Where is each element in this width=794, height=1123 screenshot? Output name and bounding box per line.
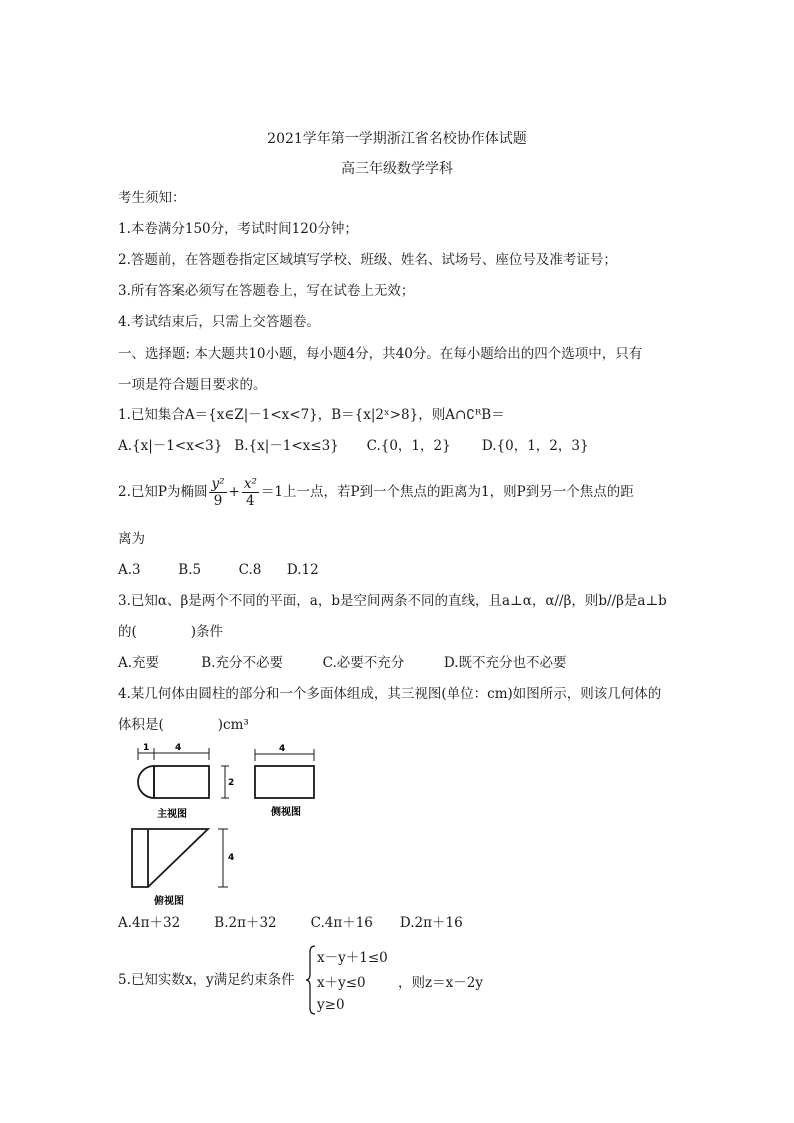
q1-option-a: A.{x|－1<x<3}	[118, 438, 223, 454]
three-view-figure	[118, 740, 338, 910]
front-view-label: 主视图	[157, 809, 187, 820]
q3-options	[118, 654, 567, 672]
q1-stem: 1.已知集合A＝{x∈Z|－1<x<7}，B＝{x|2ˣ>8}，则A∩∁ᴿB＝	[118, 407, 505, 423]
q4-option-d: D.2π＋16	[399, 915, 463, 931]
front-dim-2: 2	[228, 778, 235, 788]
q5-constraint-1: x－y＋1≤0	[317, 950, 388, 966]
q2-option-b: B.5	[178, 562, 202, 578]
q2-stem	[118, 474, 634, 510]
front-dim-4: 4	[175, 743, 182, 753]
q5-stem-post: ，则z＝x－2y	[398, 975, 483, 991]
q4-stem-cont: 体积是( )cm³	[118, 717, 249, 733]
q1-option-c: C.{0，1，2}	[366, 438, 451, 454]
side-view-label: 侧视图	[271, 807, 301, 818]
front-dim-1: 1	[143, 743, 150, 753]
q2-fraction-y-num: y²	[211, 476, 225, 492]
q1-option-d: D.{0，1，2，3}	[481, 438, 589, 454]
q2-fraction-x	[242, 476, 259, 509]
notice-1: 1.本卷满分150分，考试时间120分钟；	[118, 221, 358, 237]
q3-option-c: C.必要不充分	[322, 655, 405, 671]
side-view	[255, 766, 314, 798]
q1-options	[118, 437, 589, 455]
notice-4: 4.考试结束后，只需上交答题卷。	[118, 314, 320, 330]
q4-options	[118, 914, 463, 932]
top-view-label: 俯视图	[154, 896, 184, 907]
q2-stem-cont: 离为	[118, 531, 145, 547]
q3-option-b: B.充分不必要	[201, 655, 284, 671]
q5-constraint-3: y≥0	[317, 997, 345, 1013]
notice-2: 2.答题前，在答题卷指定区域填写学校、班级、姓名、试场号、座位号及准考证号；	[118, 252, 617, 268]
q2-option-c: C.8	[238, 562, 262, 578]
top-dim-4: 4	[228, 853, 235, 863]
q2-options	[118, 561, 319, 579]
q3-stem-cont: 的( )条件	[118, 624, 224, 640]
section1-instruction-cont: 一项是符合题目要求的。	[118, 377, 267, 393]
q1-option-b: B.{x|－1<x≤3}	[234, 438, 339, 454]
notice-3: 3.所有答案必须写在答题卷上，写在试卷上无效；	[118, 283, 415, 299]
top-view-outline	[132, 829, 208, 887]
top-view	[132, 829, 208, 887]
q4-option-b: B.2π＋32	[214, 915, 277, 931]
front-view-semicircle	[138, 766, 154, 798]
q4-option-a: A.4π＋32	[118, 915, 181, 931]
q4-option-c: C.4π＋16	[310, 915, 373, 931]
q3-stem: 3.已知α、β是两个不同的平面，a，b是空间两条不同的直线，且a⊥α，α//β，则b//β是a⊥b	[118, 593, 667, 609]
section1-instruction: 一、选择题: 本大题共10小题，每小题4分，共40分。在每小题给出的四个选项中，只有	[118, 346, 643, 362]
q2-stem-pre: 2.已知P为椭圆	[118, 484, 208, 500]
q2-fraction-y	[209, 476, 226, 509]
q2-plus: +	[228, 484, 240, 500]
top-dims	[218, 829, 228, 887]
q2-option-d: D.12	[286, 562, 319, 578]
q2-fraction-y-den: 9	[213, 493, 223, 509]
q2-fraction-x-den: 4	[246, 493, 255, 509]
front-view	[138, 766, 209, 798]
q2-fraction-x-num: x²	[243, 476, 257, 492]
exam-subtitle: 高三年级数学学科	[341, 161, 453, 177]
side-dim-4: 4	[279, 744, 286, 754]
q5-brace	[305, 944, 317, 1016]
q3-option-d: D.既不充分也不必要	[443, 655, 567, 671]
side-view-rect	[255, 766, 314, 798]
q2-option-a: A.3	[118, 562, 141, 578]
notice-heading: 考生须知：	[118, 190, 186, 206]
exam-title: 2021学年第一学期浙江省名校协作体试题	[267, 131, 527, 147]
q4-stem: 4.某几何体由圆柱的部分和一个多面体组成，其三视图(单位：cm)如图所示，则该几何体的	[118, 686, 662, 702]
front-view-rect	[154, 766, 209, 798]
front-dims	[138, 748, 229, 798]
q2-stem-post: ＝1上一点，若P到一个焦点的距离为1，则P到另一个焦点的距	[260, 484, 634, 500]
q5-stem-pre: 5.已知实数x，y满足约束条件	[118, 972, 295, 988]
q5-constraint-2: x＋y≤0	[317, 975, 366, 991]
q3-option-a: A.充要	[118, 655, 160, 671]
